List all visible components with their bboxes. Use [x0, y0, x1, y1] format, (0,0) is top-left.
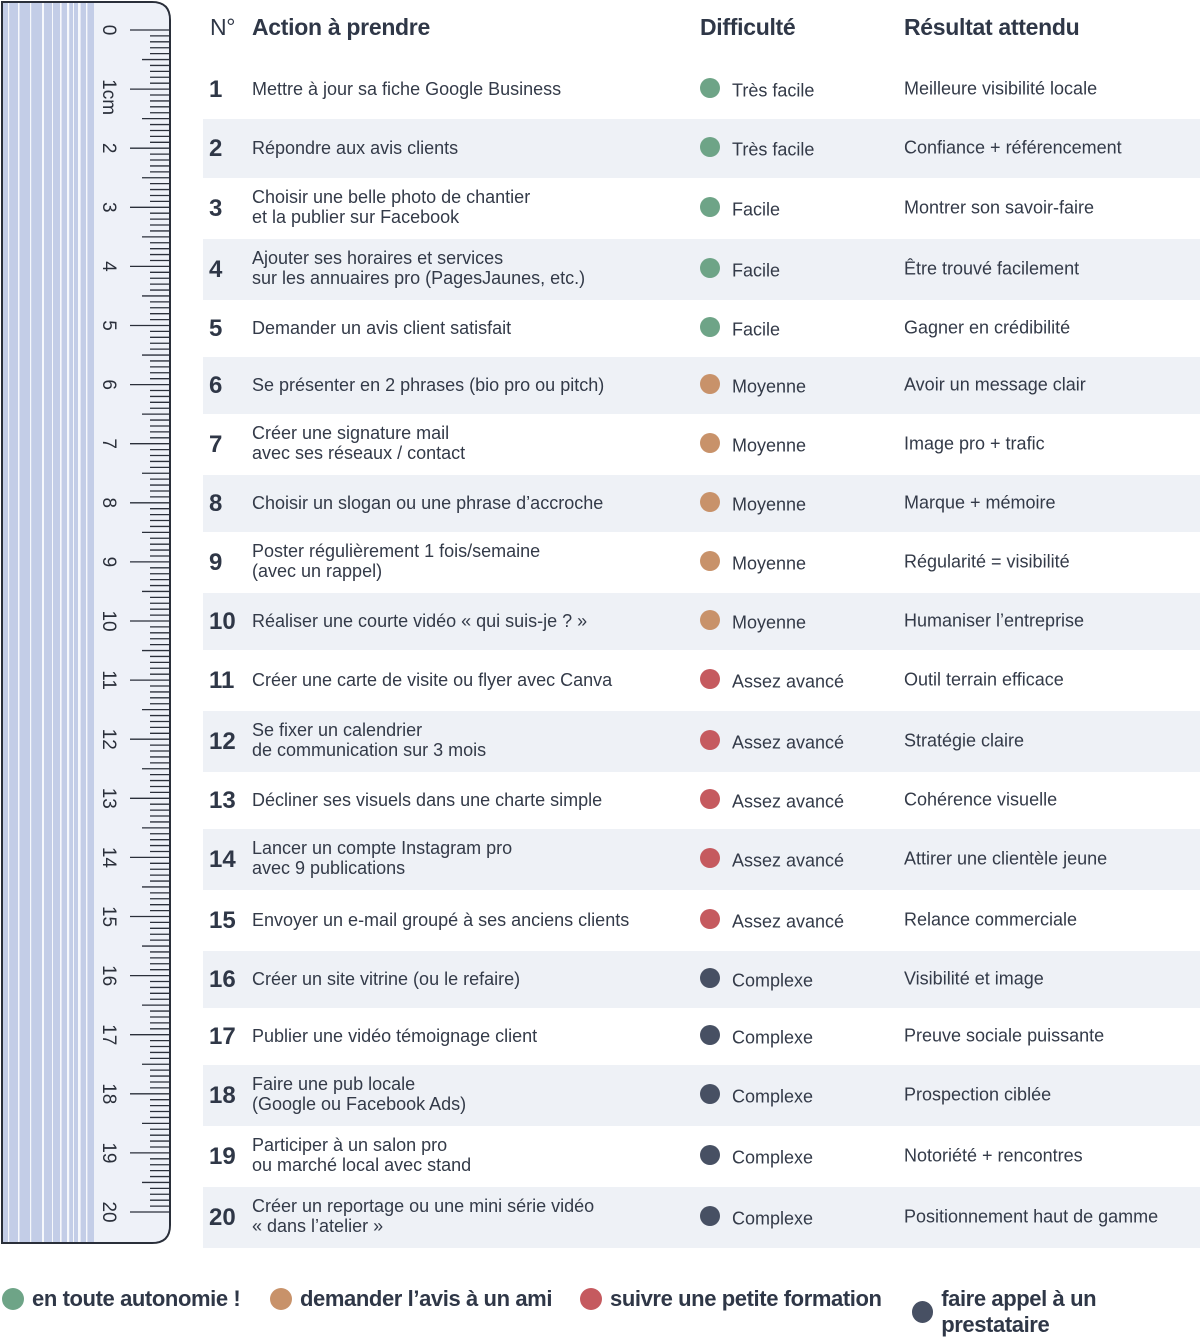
difficulty-dot: [700, 610, 720, 630]
difficulty-dot: [700, 1206, 720, 1226]
table-row: [203, 119, 1200, 178]
expected-result: Meilleure visibilité locale: [904, 77, 1098, 98]
ruler-stripe: [42, 3, 44, 1242]
expected-result: Marque + mémoire: [904, 491, 1056, 512]
difficulty-dot: [700, 1025, 720, 1045]
difficulty-dot: [700, 909, 720, 929]
difficulty-dot: [700, 137, 720, 157]
ruler-label: 17: [97, 1024, 119, 1046]
legend-label: faire appel à un prestataire: [941, 1286, 1097, 1337]
ruler-stripe: [18, 3, 20, 1242]
table-row: [203, 475, 1200, 532]
ruler-label: 3: [97, 202, 119, 213]
action-text: Choisir un slogan ou une phrase d’accroche: [252, 492, 604, 513]
difficulty-label: Facile: [732, 319, 781, 340]
ruler-label: 6: [97, 379, 119, 390]
difficulty-label: Facile: [732, 260, 781, 281]
legend-label: suivre une petite formation: [610, 1286, 882, 1311]
difficulty-dot: [700, 968, 720, 988]
table-row: [203, 178, 1200, 239]
row-number: 18: [209, 1081, 236, 1109]
row-number: 7: [209, 430, 223, 458]
difficulty-dot: [700, 317, 720, 337]
ruler-label: 2: [97, 142, 119, 154]
action-text: Publier une vidéo témoignage client: [252, 1025, 538, 1046]
ruler-label: 4: [97, 261, 119, 272]
table-row: [203, 890, 1200, 951]
difficulty-label: Assez avancé: [732, 671, 845, 692]
header-difficulty: Difficulté: [700, 14, 796, 40]
expected-result: Image pro + trafic: [904, 432, 1045, 453]
difficulty-label: Facile: [732, 199, 781, 220]
table-row: [203, 1065, 1200, 1126]
row-number: 9: [209, 548, 223, 576]
action-text: Répondre aux avis clients: [252, 137, 459, 158]
ruler-stripe: [78, 3, 81, 1242]
table-row: [203, 300, 1200, 357]
ruler-stripe: [86, 3, 87, 1242]
ruler-stripe: [52, 3, 53, 1242]
expected-result: Preuve sociale puissante: [904, 1024, 1105, 1045]
table-row: [203, 239, 1200, 300]
legend-dot-dark: [912, 1301, 933, 1323]
header-number: N°: [210, 14, 236, 40]
ruler-label: 15: [97, 905, 119, 928]
row-number: 19: [209, 1142, 236, 1170]
ruler-stripe: [67, 3, 69, 1242]
legend-item-autonomy: [2, 1286, 240, 1312]
action-text: Créer un reportage ou une mini série vidéo « dans l’atelier »: [252, 1195, 595, 1236]
row-number: 15: [209, 906, 236, 934]
difficulty-label: Complexe: [732, 1027, 814, 1048]
legend-dot-green: [2, 1288, 24, 1310]
action-text: Se présenter en 2 phrases (bio pro ou pitch): [252, 374, 605, 395]
difficulty-dot: [700, 433, 720, 453]
difficulty-label: Moyenne: [732, 494, 807, 515]
difficulty-label: Moyenne: [732, 612, 807, 633]
ruler-label: 8: [97, 497, 119, 509]
table-row: [203, 414, 1200, 475]
expected-result: Confiance + référencement: [904, 136, 1122, 157]
ruler-label: 11: [97, 670, 119, 690]
difficulty-label: Assez avancé: [732, 732, 845, 753]
difficulty-dot: [700, 669, 720, 689]
difficulty-label: Complexe: [732, 970, 814, 991]
difficulty-dot: [700, 197, 720, 217]
expected-result: Montrer son savoir-faire: [904, 196, 1095, 217]
ruler-stripe: [73, 3, 74, 1242]
row-number: 10: [209, 607, 236, 635]
legend-item-provider: [912, 1286, 1200, 1338]
row-number: 20: [209, 1203, 236, 1231]
table-row: [203, 650, 1200, 711]
row-number: 6: [209, 371, 223, 399]
action-text: Mettre à jour sa fiche Google Business: [252, 78, 562, 99]
difficulty-label: Assez avancé: [732, 911, 845, 932]
action-text: Faire une pub locale (Google ou Facebook Ads): [252, 1073, 467, 1114]
table-row: [203, 829, 1200, 890]
row-number: 2: [209, 134, 223, 162]
expected-result: Positionnement haut de gamme: [904, 1205, 1159, 1226]
table-row: [203, 1008, 1200, 1065]
table-row: [203, 1126, 1200, 1187]
action-text: Créer un site vitrine (ou le refaire): [252, 968, 521, 989]
table-row: [203, 60, 1200, 119]
legend: [0, 1286, 1200, 1337]
ruler-stripe: [60, 3, 62, 1242]
legend-label: en toute autonomie !: [32, 1286, 241, 1311]
difficulty-dot: [700, 374, 720, 394]
ruler-label: 19: [97, 1142, 119, 1164]
table-row: [203, 1187, 1200, 1248]
header-action: Action à prendre: [252, 14, 430, 40]
difficulty-dot: [700, 492, 720, 512]
difficulty-label: Assez avancé: [732, 791, 845, 812]
ruler-label: 9: [97, 556, 119, 568]
ruler-label: 7: [97, 438, 119, 449]
difficulty-dot: [700, 730, 720, 750]
expected-result: Notoriété + rencontres: [904, 1144, 1083, 1165]
row-number: 8: [209, 489, 223, 517]
difficulty-label: Assez avancé: [732, 850, 845, 871]
action-text: Décliner ses visuels dans une charte simple: [252, 789, 603, 810]
difficulty-label: Complexe: [732, 1086, 814, 1107]
action-text: Créer une signature mail avec ses réseaux / contact: [252, 422, 466, 463]
table-row: [203, 357, 1200, 414]
difficulty-label: Moyenne: [732, 553, 807, 574]
ruler-label: 13: [97, 787, 119, 809]
action-text: Se fixer un calendrier de communication sur 3 mois: [252, 719, 487, 760]
row-number: 16: [209, 965, 236, 993]
difficulty-label: Très facile: [732, 139, 815, 160]
ruler-label: 14: [97, 846, 119, 868]
difficulty-dot: [700, 78, 720, 98]
difficulty-label: Moyenne: [732, 376, 807, 397]
action-text: Participer à un salon pro ou marché local avec stand: [252, 1134, 472, 1175]
expected-result: Relance commerciale: [904, 908, 1078, 929]
action-text: Envoyer un e-mail groupé à ses anciens clients: [252, 909, 630, 930]
ruler-label: 10: [97, 610, 119, 632]
expected-result: Stratégie claire: [904, 729, 1025, 750]
expected-result: Visibilité et image: [904, 967, 1044, 988]
legend-item-friend: [270, 1286, 552, 1312]
difficulty-dot: [700, 848, 720, 868]
row-number: 4: [209, 255, 223, 283]
ruler-label: 20: [97, 1201, 119, 1223]
row-number: 1: [209, 75, 223, 103]
row-number: 3: [209, 194, 223, 222]
difficulty-dot: [700, 551, 720, 571]
expected-result: Régularité = visibilité: [904, 550, 1070, 571]
difficulty-label: Très facile: [732, 80, 815, 101]
difficulty-dot: [700, 789, 720, 809]
ruler-label: 18: [97, 1083, 119, 1105]
action-text: Choisir une belle photo de chantier et la publier sur Facebook: [252, 186, 531, 227]
ruler-label: 5: [97, 320, 119, 331]
ruler-label: 0: [97, 24, 119, 36]
ruler-label: 1cm: [97, 79, 119, 116]
table-row: [203, 772, 1200, 829]
action-text: Demander un avis client satisfait: [252, 317, 512, 338]
legend-item-training: [580, 1286, 882, 1312]
difficulty-label: Complexe: [732, 1147, 814, 1168]
expected-result: Humaniser l’entreprise: [904, 609, 1085, 630]
table-row: [203, 711, 1200, 772]
ruler: [0, 0, 175, 1245]
difficulty-dot: [700, 258, 720, 278]
legend-dot-orange: [270, 1288, 292, 1310]
difficulty-dot: [700, 1084, 720, 1104]
row-number: 5: [209, 314, 223, 342]
header-result: Résultat attendu: [904, 14, 1080, 40]
action-text: Poster régulièrement 1 fois/semaine (avec un rappel): [252, 540, 541, 581]
legend-dot-red: [580, 1288, 602, 1310]
action-text: Réaliser une courte vidéo « qui suis-je ? »: [252, 610, 588, 631]
action-text: Lancer un compte Instagram pro avec 9 publications: [252, 837, 513, 878]
expected-result: Gagner en crédibilité: [904, 316, 1071, 337]
table-row: [203, 951, 1200, 1008]
row-number: 17: [209, 1022, 236, 1050]
expected-result: Cohérence visuelle: [904, 788, 1058, 809]
ruler-stripe: [30, 3, 31, 1242]
row-number: 12: [209, 727, 236, 755]
action-text: Créer une carte de visite ou flyer avec Canva: [252, 669, 613, 690]
difficulty-label: Complexe: [732, 1208, 814, 1229]
row-number: 14: [209, 845, 236, 873]
expected-result: Outil terrain efficace: [904, 668, 1064, 689]
ruler-label: 12: [97, 728, 119, 750]
expected-result: Avoir un message clair: [904, 373, 1086, 394]
ruler-stripe: [8, 3, 9, 1242]
table-row: [203, 593, 1200, 650]
ruler-label: 16: [97, 965, 119, 987]
difficulty-dot: [700, 1145, 720, 1165]
expected-result: Prospection ciblée: [904, 1083, 1052, 1104]
table-row: [203, 532, 1200, 593]
legend-label: demander l’avis à un ami: [300, 1286, 553, 1311]
action-text: Ajouter ses horaires et services sur les annuaires pro (PagesJaunes, etc.): [252, 247, 586, 288]
difficulty-label: Moyenne: [732, 435, 807, 456]
row-number: 13: [209, 786, 236, 814]
expected-result: Attirer une clientèle jeune: [904, 847, 1108, 868]
row-number: 11: [209, 666, 235, 694]
expected-result: Être trouvé facilement: [904, 257, 1080, 278]
